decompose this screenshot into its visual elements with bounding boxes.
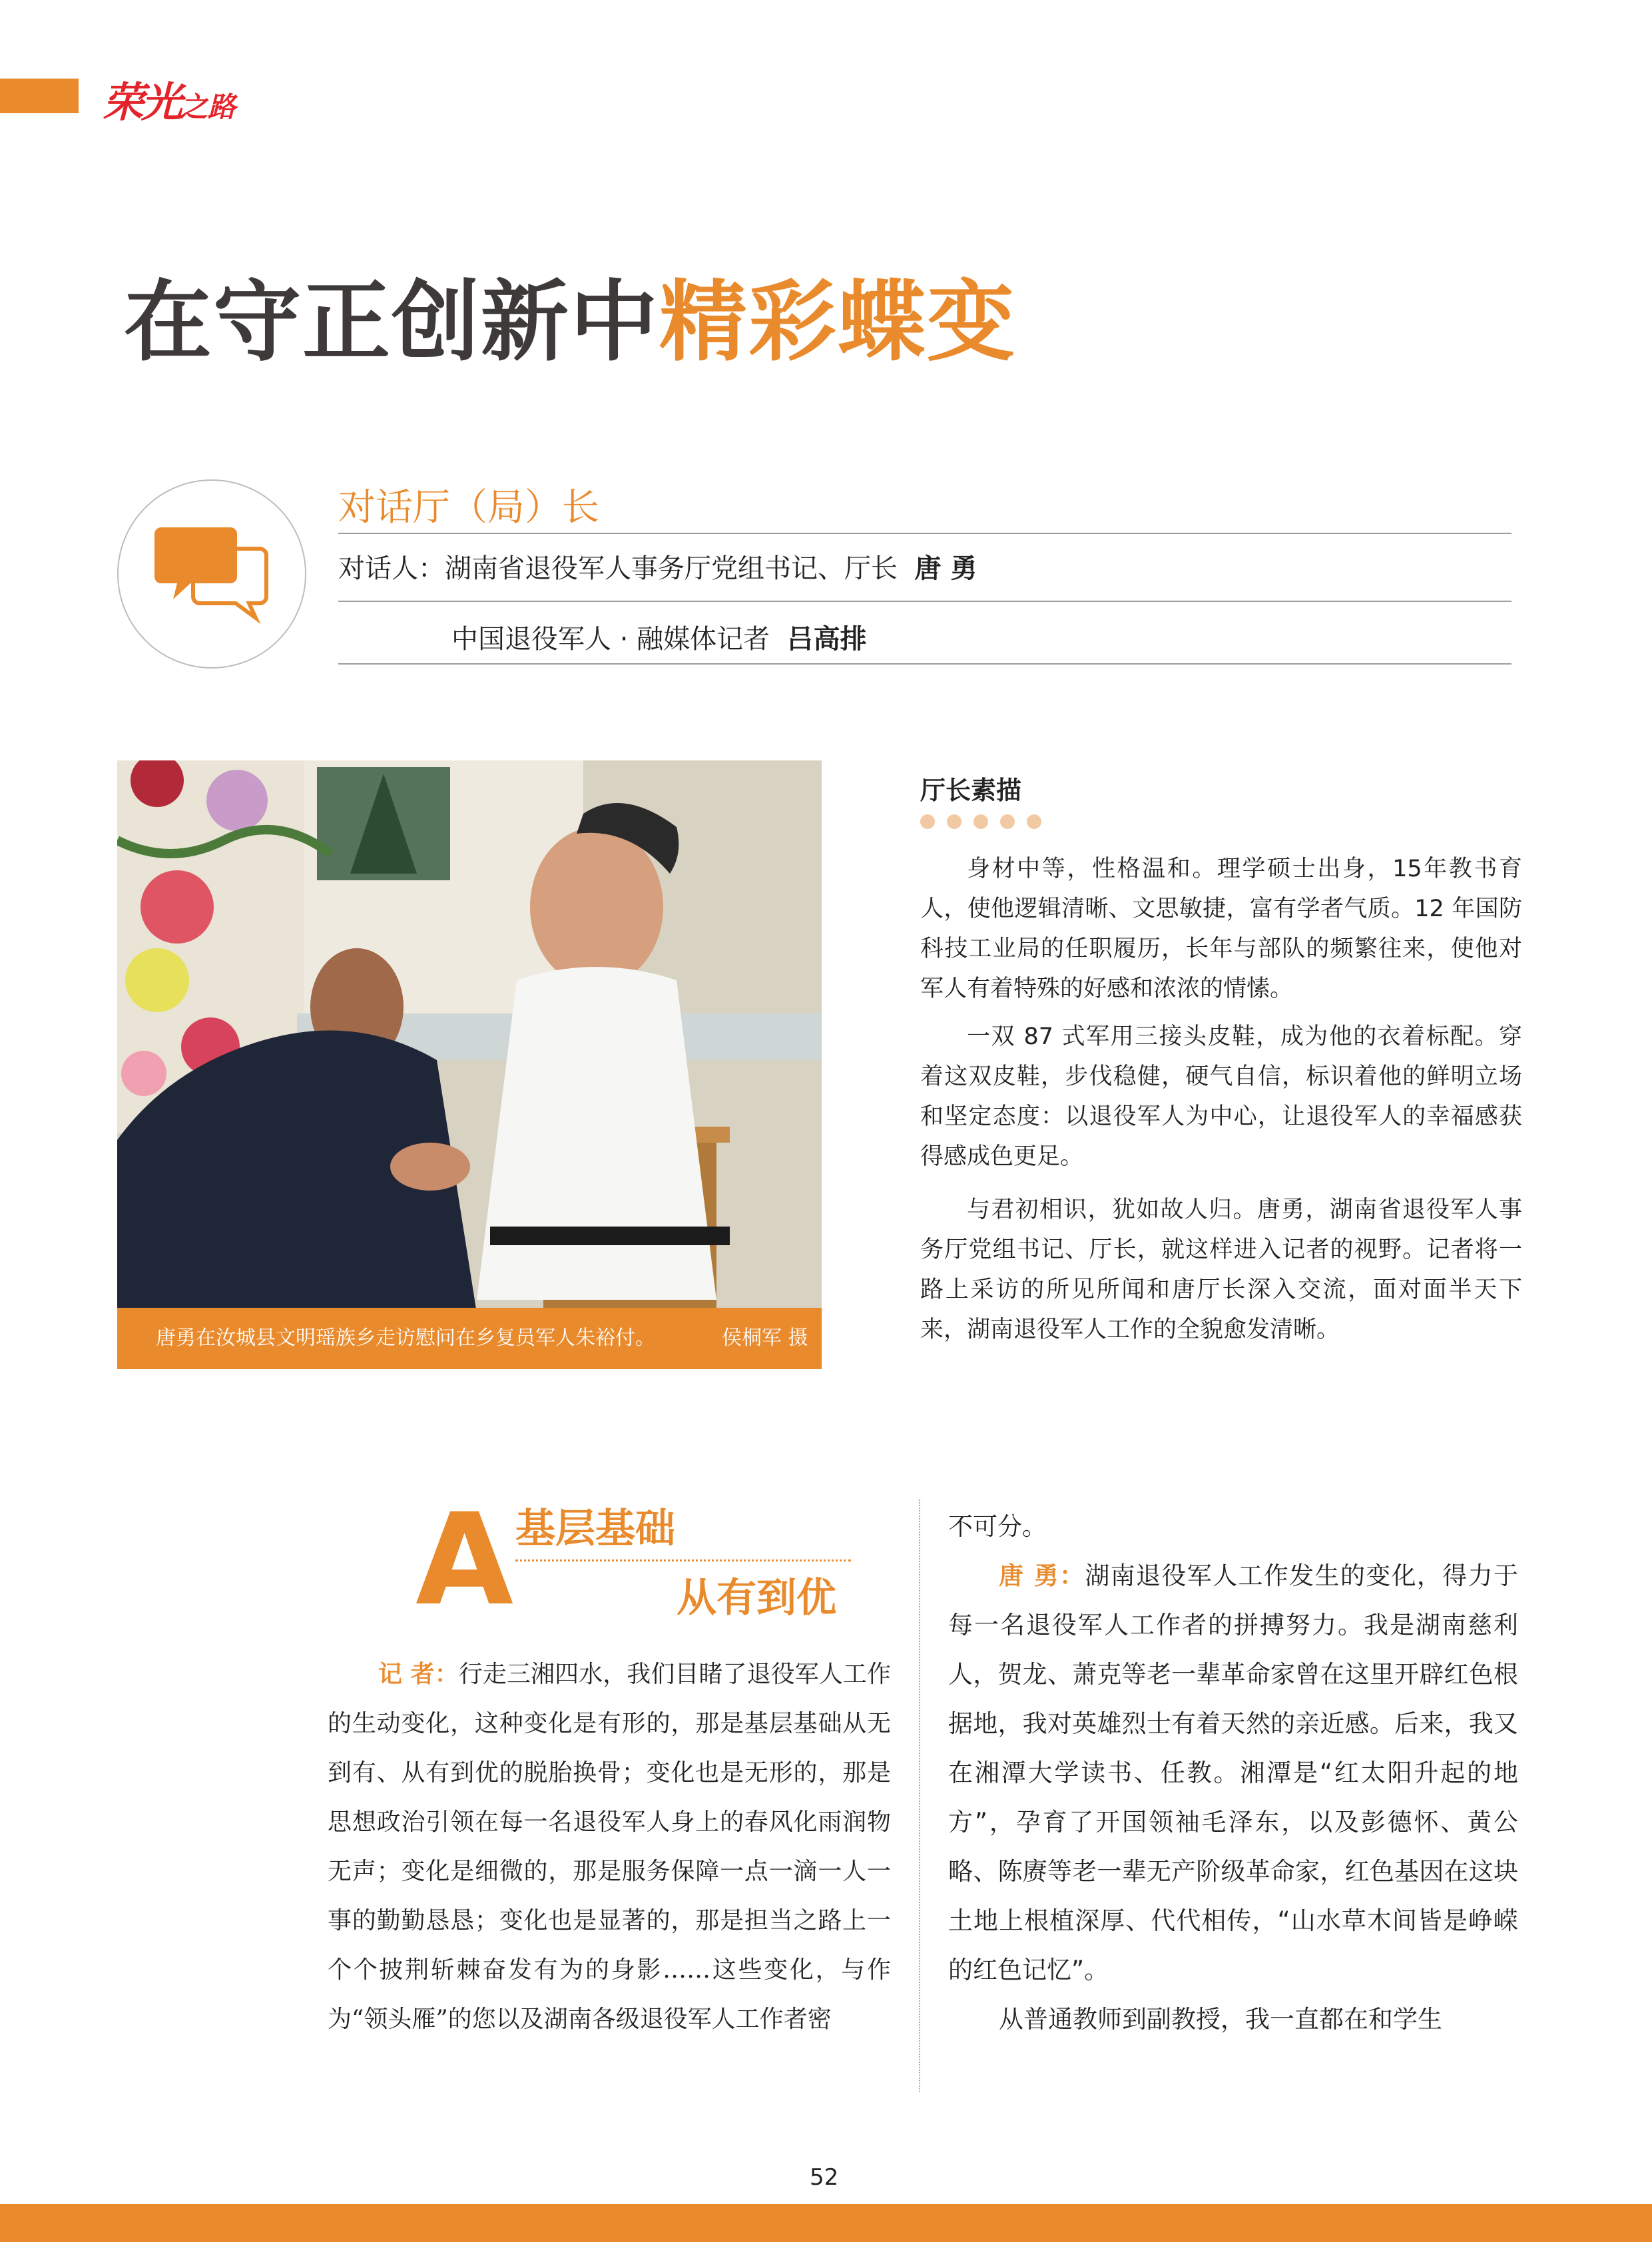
article-title: [124, 271, 1016, 374]
article-photo: [117, 760, 822, 1308]
section-divider: [515, 1559, 851, 1561]
decor-dot: [947, 814, 962, 829]
title-part-1: 在守正创新中: [124, 271, 659, 374]
dialog-reporter: [451, 618, 867, 656]
reporter-name: 吕高排: [786, 624, 867, 655]
right-column-text: [948, 1502, 1518, 2044]
section-title-1: 基层基础: [515, 1506, 675, 1552]
magazine-logo: [103, 69, 262, 127]
photo-credit: 侯桐军 摄: [722, 1326, 808, 1350]
continued-text: 不可分。: [948, 1512, 1047, 1541]
interviewee-role: 对话人：湖南省退役军人事务厅党组书记、厅长: [338, 553, 898, 584]
speaker-tang: 唐 勇：: [999, 1561, 1085, 1590]
column-divider: [919, 1500, 920, 2092]
dialog-rule: [338, 601, 1512, 602]
footer-bar: [0, 2204, 1652, 2242]
page-number: 52: [810, 2164, 839, 2191]
section-letter: A: [415, 1486, 514, 1633]
logo-main-text: 荣光: [103, 78, 180, 127]
logo-sub-text: 之路: [180, 91, 236, 123]
decor-dot: [1027, 814, 1041, 829]
dialog-interviewee: [338, 547, 977, 585]
sketch-paragraph-2: 一双 87 式军用三接头皮鞋，成为他的衣着标配。穿着这双皮鞋，步伐稳健，硬气自信，标识着他的鲜明立场和坚定态度：以退役军人为中心，让退役军人的幸福感获得感成色更足。: [920, 1023, 1522, 1170]
interviewee-name: 唐 勇: [914, 553, 977, 584]
sketch-paragraph-1: 身材中等，性格温和。理学硕士出身，15年教书育人，使他逻辑清晰、文思敏捷，富有学者气质。12 年国防科技工业局的任职履历，长年与部队的频繁往来，使他对军人有着特殊的好感和浓浓的情愫。: [920, 856, 1522, 1002]
dialog-label: 对话厅（局）长: [338, 486, 599, 529]
sketch-paragraph-3: 与君初相识，犹如故人归。唐勇，湖南省退役军人事务厅党组书记、厅长，就这样进入记者的视野。记者将一路上采访的所见所闻和唐厅长深入交流，面对面半天下来，湖南退役军人工作的全貌愈发清晰。: [920, 1197, 1522, 1343]
left-column-text: [328, 1650, 891, 2044]
header-accent-bar: [0, 79, 79, 113]
answer-text-1: 湖南退役军人工作发生的变化，得力于每一名退役军人工作者的拼搏努力。我是湖南慈利人，贺龙、萧克等老一辈革命家曾在这里开辟红色根据地，我对英雄烈士有着天然的亲近感。后来，我又在湘潭大学读书、任教。湘潭是“红太阳升起的地方”，孕育了开国领袖毛泽东，以及彭德怀、黄公略、陈赓等老一辈无产阶级革命家，红色基因在这块土地上根植深厚、代代相传，“山水草木间皆是峥嵘的红色记忆”。: [948, 1561, 1518, 1984]
title-part-2: 精彩蝶变: [659, 271, 1016, 374]
sketch-heading: 厅长素描: [920, 776, 1022, 805]
chat-bubble-icon: [117, 479, 306, 669]
dialog-rule: [338, 663, 1512, 665]
decor-dot: [973, 814, 988, 829]
reporter-question: 行走三湘四水，我们目睹了退役军人工作的生动变化，这种变化是有形的，那是基层基础从无到有、从有到优的脱胎换骨；变化也是无形的，那是思想政治引领在每一名退役军人身上的春风化雨润物无声；变化是细微的，那是服务保障一点一滴一人一事的勤勤恳恳；变化也是显著的，那是担当之路上一个个披荆斩棘奋发有为的身影……这些变化，与作为“领头雁”的您以及湖南各级退役军人工作者密: [328, 1661, 891, 2033]
decor-dot: [920, 814, 935, 829]
photo-caption: 唐勇在汝城县文明瑶族乡走访慰问在乡复员军人朱裕付。: [156, 1326, 655, 1350]
speaker-reporter: 记 者：: [378, 1661, 459, 1688]
answer-paragraph-1: [948, 1551, 1518, 1995]
dialog-rule: [338, 533, 1512, 534]
section-title-2: 从有到优: [677, 1575, 836, 1621]
decor-dot: [1000, 814, 1015, 829]
reporter-role: 中国退役军人 · 融媒体记者: [451, 624, 770, 655]
answer-paragraph-2: 从普通教师到副教授，我一直都在和学生: [999, 2005, 1442, 2034]
